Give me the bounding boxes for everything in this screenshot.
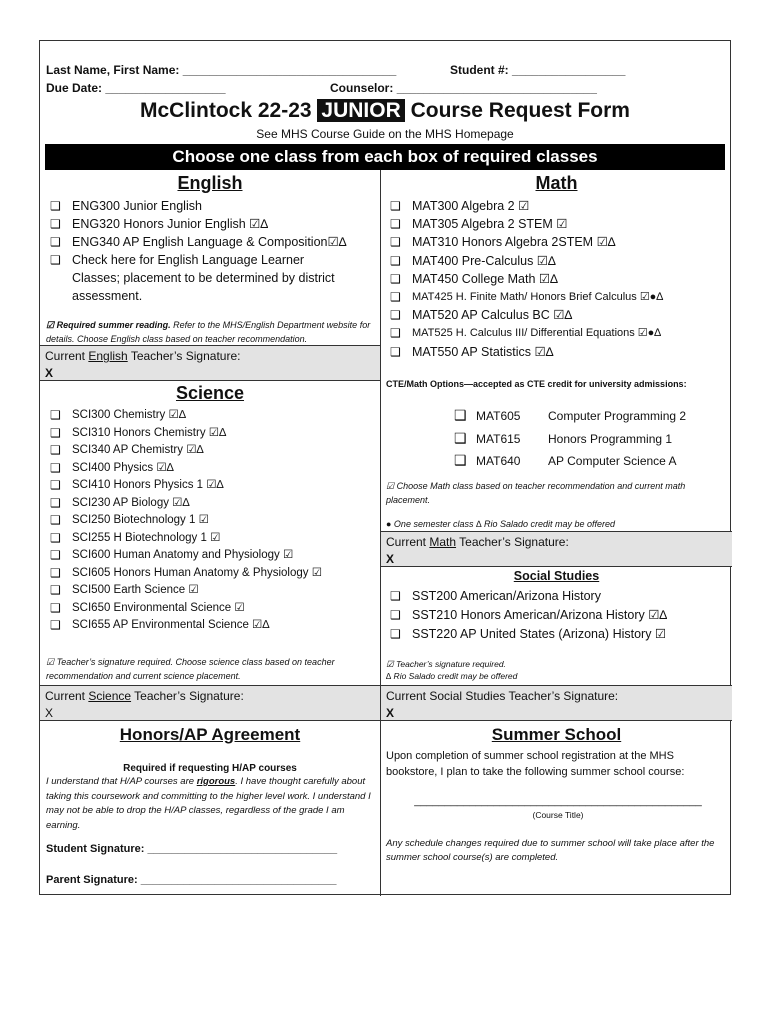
list-item[interactable]: ❑ MAT520 AP Calculus BC ☑∆ bbox=[386, 306, 663, 324]
name-field[interactable]: ________________________________ bbox=[182, 63, 397, 77]
list-item[interactable]: ❑ SCI310 Honors Chemistry ☑∆ bbox=[46, 425, 322, 443]
checkbox-icon[interactable]: ❑ bbox=[390, 199, 401, 213]
social-studies-heading: Social Studies bbox=[513, 569, 600, 583]
summer-school-heading: Summer School bbox=[491, 725, 622, 744]
checkbox-icon[interactable]: ❑ bbox=[50, 600, 61, 615]
list-item[interactable]: ❑ MAT525 H. Calculus III/ Differential Equations ☑●∆ bbox=[386, 324, 663, 342]
checkbox-icon[interactable]: ❑ bbox=[390, 627, 401, 641]
list-item[interactable]: ❑ Check here for English Language Learner bbox=[50, 253, 305, 267]
math-list bbox=[386, 197, 663, 361]
list-item[interactable]: ❑ SCI340 AP Chemistry ☑∆ bbox=[46, 442, 322, 460]
title-highlight: JUNIOR bbox=[317, 99, 404, 122]
social-studies-list bbox=[386, 587, 667, 644]
list-item[interactable]: ❑ SCI500 Earth Science ☑ bbox=[46, 582, 322, 600]
list-item[interactable]: ❑ MAT305 Algebra 2 STEM ☑ bbox=[386, 215, 663, 233]
signature-x: X bbox=[386, 552, 395, 566]
list-item[interactable]: ❑ SCI605 Honors Human Anatomy & Physiology ☑ bbox=[46, 565, 322, 583]
list-item-continued: Classes; placement to be determined by district bbox=[72, 271, 335, 285]
list-item[interactable]: ❑ MAT300 Algebra 2 ☑ bbox=[386, 197, 663, 215]
social-studies-note: ☑ Teacher’s signature required. ∆ Rio Salado credit may be offered bbox=[386, 659, 518, 681]
form-title bbox=[40, 99, 730, 123]
due-date-line bbox=[46, 81, 226, 95]
checkbox-icon[interactable]: ❑ bbox=[390, 308, 401, 323]
checkbox-icon[interactable]: ❑ bbox=[50, 408, 61, 422]
checkbox-icon[interactable]: ❑ bbox=[390, 608, 401, 622]
english-signature-box[interactable]: Current English Teacher’s Signature: X bbox=[40, 345, 380, 381]
checkbox-icon[interactable]: ❑ bbox=[50, 513, 61, 527]
checkbox-icon[interactable]: ❑ bbox=[390, 326, 401, 341]
checkbox-icon[interactable]: ❑ bbox=[50, 217, 61, 231]
list-item[interactable]: ❑ SCI255 H Biotechnology 1 ☑ bbox=[46, 530, 322, 548]
list-item[interactable]: ❑ MAT640 AP Computer Science A bbox=[454, 450, 686, 473]
list-item[interactable]: ❑ SST220 AP United States (Arizona) History ☑ bbox=[386, 625, 667, 644]
counselor-line bbox=[330, 81, 597, 95]
form-subtitle: See MHS Course Guide on the MHS Homepage bbox=[256, 127, 514, 141]
checkbox-icon[interactable]: ❑ bbox=[454, 452, 467, 468]
list-item[interactable]: ❑ ENG340 AP English Language & Composition☑∆ bbox=[50, 235, 347, 249]
social-studies-signature-box[interactable]: Current Social Studies Teacher’s Signature: X bbox=[381, 685, 732, 721]
checkbox-icon[interactable]: ❑ bbox=[50, 618, 61, 632]
checkbox-icon[interactable]: ❑ bbox=[50, 495, 61, 510]
checkbox-icon[interactable]: ❑ bbox=[50, 443, 61, 457]
list-item[interactable]: ❑ MAT450 College Math ☑∆ bbox=[386, 270, 663, 288]
checkbox-icon[interactable]: ❑ bbox=[50, 199, 61, 213]
checkbox-icon[interactable]: ❑ bbox=[50, 425, 61, 440]
list-item[interactable]: ❑ MAT605 Computer Programming 2 bbox=[454, 405, 686, 428]
list-item[interactable]: ❑ ENG320 Honors Junior English ☑∆ bbox=[50, 217, 269, 231]
math-note: ☑ Choose Math class based on teacher recommendation and current math placement. bbox=[386, 481, 686, 505]
checkbox-icon[interactable]: ❑ bbox=[50, 530, 61, 545]
list-item[interactable]: ❑ SCI655 AP Environmental Science ☑∆ bbox=[46, 617, 322, 635]
english-note: ☑ Required summer reading. Refer to the MHS/English Department website for details. Choose English class based on teacher recommendation. bbox=[46, 320, 371, 344]
list-item[interactable]: ❑ SST200 American/Arizona History bbox=[386, 587, 667, 606]
checkbox-icon[interactable]: ❑ bbox=[390, 253, 401, 268]
math-signature-box[interactable]: Current Math Teacher’s Signature: X bbox=[381, 531, 732, 567]
signature-x: X bbox=[45, 706, 54, 720]
cte-heading: CTE/Math Options—accepted as CTE credit for university admissions: bbox=[386, 379, 687, 389]
list-item[interactable]: ❑ SCI230 AP Biology ☑∆ bbox=[46, 495, 322, 513]
list-item[interactable]: ❑ SCI600 Human Anatomy and Physiology ☑ bbox=[46, 547, 322, 565]
list-item[interactable]: ❑ SCI400 Physics ☑∆ bbox=[46, 460, 322, 478]
checkbox-icon[interactable]: ❑ bbox=[454, 429, 467, 446]
name-label: Last Name, First Name: bbox=[46, 63, 180, 77]
science-signature-box[interactable]: Current Science Teacher’s Signature: X bbox=[40, 685, 380, 721]
checkbox-icon[interactable]: ❑ bbox=[390, 271, 401, 286]
name-line bbox=[46, 63, 396, 77]
list-item-continued: assessment. bbox=[72, 289, 143, 303]
signature-x: X bbox=[45, 366, 54, 380]
list-item[interactable]: ❑ SST210 Honors American/Arizona History ☑∆ bbox=[386, 606, 667, 625]
checkbox-icon[interactable]: ❑ bbox=[454, 407, 467, 423]
checkbox-icon[interactable]: ❑ bbox=[50, 235, 61, 249]
math-credit-note: ● One semester class ∆ Rio Salado credit may be offered bbox=[386, 519, 616, 529]
list-item[interactable]: ❑ SCI250 Biotechnology 1 ☑ bbox=[46, 512, 322, 530]
due-date-field[interactable]: __________________ bbox=[105, 81, 226, 95]
course-request-form bbox=[39, 40, 731, 895]
honors-required-note: Required if requesting H/AP courses bbox=[123, 763, 297, 774]
due-date-label: Due Date: bbox=[46, 81, 103, 95]
student-number-field[interactable]: _________________ bbox=[512, 63, 626, 77]
list-item[interactable]: ❑ SCI650 Environmental Science ☑ bbox=[46, 600, 322, 618]
checkbox-icon[interactable]: ❑ bbox=[390, 217, 401, 232]
list-item[interactable]: ❑ SCI410 Honors Physics 1 ☑∆ bbox=[46, 477, 322, 495]
list-item[interactable]: ❑ MAT400 Pre-Calculus ☑∆ bbox=[386, 252, 663, 270]
student-number-line bbox=[450, 63, 625, 77]
english-heading: English bbox=[177, 173, 243, 193]
summer-school-text: Upon completion of summer school registration at the MHS bookstore, I plan to take the following summer school course: bbox=[386, 750, 685, 778]
counselor-label: Counselor: bbox=[330, 81, 394, 95]
summer-school-note: Any schedule changes required due to summer school will take place after the summer school course(s) are completed. bbox=[386, 838, 715, 863]
checkbox-icon[interactable]: ❑ bbox=[390, 290, 401, 305]
checkbox-icon[interactable]: ❑ bbox=[390, 235, 401, 250]
parent-signature-line[interactable]: Parent Signature: ________________________________ bbox=[46, 874, 337, 886]
list-item[interactable]: ❑ MAT615 Honors Programming 1 bbox=[454, 428, 686, 451]
checkbox-icon[interactable]: ❑ bbox=[390, 589, 401, 603]
science-list bbox=[46, 407, 322, 635]
checkbox-icon[interactable]: ❑ bbox=[50, 548, 61, 562]
checkbox-icon[interactable]: ❑ bbox=[390, 344, 401, 359]
list-item[interactable]: ❑ MAT550 AP Statistics ☑∆ bbox=[386, 343, 663, 361]
science-heading: Science bbox=[175, 383, 245, 403]
student-number-label: Student #: bbox=[450, 63, 509, 77]
checkbox-icon[interactable]: ❑ bbox=[50, 253, 61, 267]
math-heading: Math bbox=[535, 173, 578, 193]
cte-list bbox=[454, 405, 686, 473]
list-item[interactable]: ❑ ENG300 Junior English bbox=[50, 199, 202, 213]
checkbox-icon[interactable]: ❑ bbox=[50, 565, 61, 580]
checkbox-icon[interactable]: ❑ bbox=[50, 583, 61, 597]
student-signature-line[interactable]: Student Signature: _______________________________ bbox=[46, 843, 338, 855]
list-item[interactable]: ❑ SCI300 Chemistry ☑∆ bbox=[46, 407, 322, 425]
counselor-field[interactable]: ______________________________ bbox=[396, 81, 597, 95]
instruction-banner: Choose one class from each box of required classes bbox=[45, 144, 725, 170]
list-item[interactable]: ❑ MAT425 H. Finite Math/ Honors Brief Calculus ☑●∆ bbox=[386, 288, 663, 306]
checkbox-icon[interactable]: ❑ bbox=[50, 460, 61, 475]
title-post: Course Request Form bbox=[410, 99, 630, 122]
title-pre: McClintock 22-23 bbox=[140, 99, 312, 122]
honors-agreement-heading: Honors/AP Agreement bbox=[119, 725, 301, 744]
list-item[interactable]: ❑ MAT310 Honors Algebra 2STEM ☑∆ bbox=[386, 233, 663, 251]
course-title-field[interactable]: _______________________________________________ bbox=[414, 795, 702, 807]
honors-agreement-text: I understand that H/AP courses are rigorous. I have thought carefully about taking this coursework and committing to the higher level work. I understand I may not be able to drop the H/AP classes, regardless of the grade I am earning. bbox=[46, 776, 371, 831]
signature-x: X bbox=[386, 706, 395, 720]
science-note: ☑ Teacher’s signature required. Choose science class based on teacher recommendation and current science placement. bbox=[46, 657, 335, 681]
english-list bbox=[46, 197, 346, 305]
course-title-label: (Course Title) bbox=[532, 810, 584, 820]
checkbox-icon[interactable]: ❑ bbox=[50, 478, 61, 492]
